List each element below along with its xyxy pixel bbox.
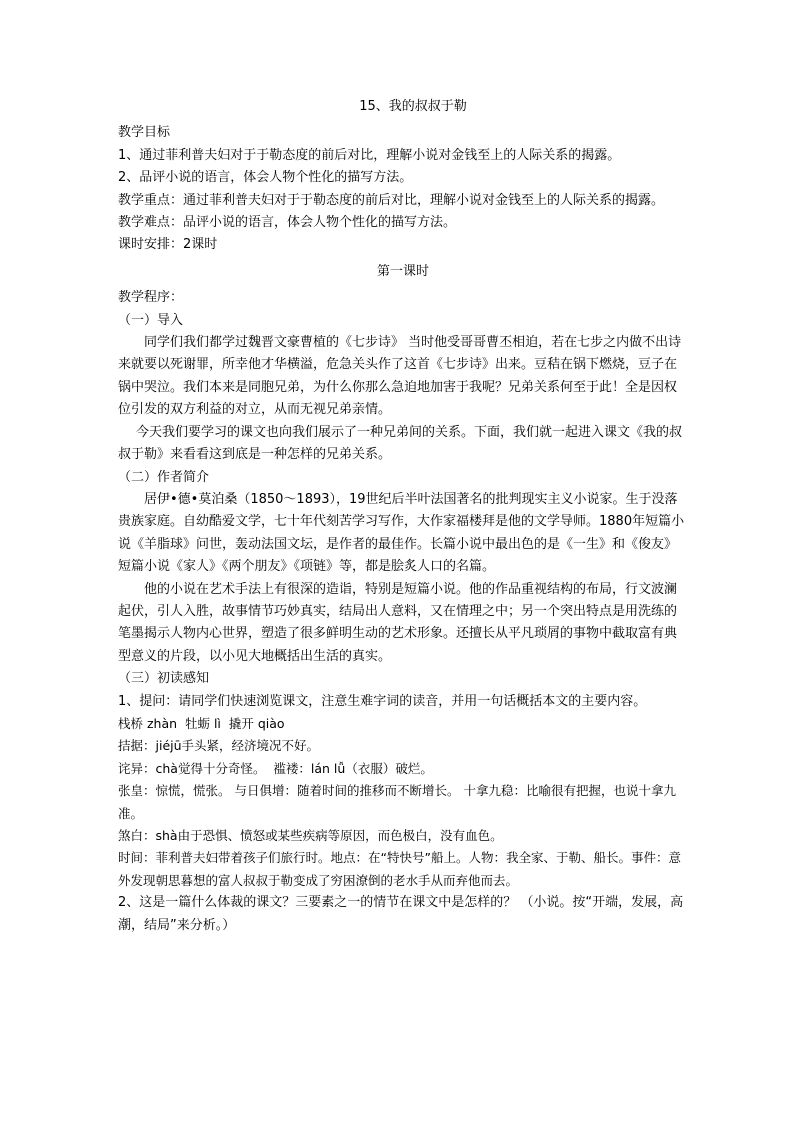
document-page xyxy=(118,96,688,937)
objective-2: 2、品评小说的语言，体会人物个性化的描写方法。 xyxy=(118,170,413,186)
vocab-line-4: 张皇：惊慌，慌张。 与日俱增：随着时间的推移而不断增长。 十拿九稳：比喻很有把握，也说十拿九准。 xyxy=(118,783,676,821)
vocab-line-5: 煞白：shà由于恐惧、愤怒或某些疾病等原因，而色极白，没有血色。 xyxy=(118,828,503,843)
intro-paragraph-1: 同学们我们都学过魏晋文豪曹植的《七步诗》 当时他受哥哥曹丕相迫，若在七步之内做不出诗来就要以死谢罪，所幸他才华横溢，危急关头作了这首《七步诗》出来。豆秸在锅下燃烧，豆子在锅中哭泣。我们本来是同胞兄弟，为什么你那么急迫地加害于我呢？兄弟关系何至于此！全是因权位引发的双方利益的对立，从而无视兄弟亲情。 xyxy=(118,335,682,418)
difficult-point: 教学难点：品评小说的语言，体会人物个性化的描写方法。 xyxy=(118,215,457,231)
author-paragraph-2: 他的小说在艺术手法上有很深的造诣，特别是短篇小说。他的作品重视结构的布局，行文波澜起伏，引人入胜，故事情节巧妙真实，结局出人意料，又在情理之中；另一个突出特点是用洗练的笔墨揭示人物内心世界，塑造了很多鲜明生动的艺术形象。还擅长从平凡琐屑的事物中截取富有典型意义的片段，以小见大地概括出生活的真实。 xyxy=(118,581,678,664)
vocab-line-1: 栈桥 zhàn 牡蛎 lì 撬开 qiào xyxy=(118,715,285,731)
question-2: 2、这是一篇什么体裁的课文？三要素之一的情节在课文中是怎样的？ （小说。按“开端，发展，高潮，结局”来分析。） xyxy=(118,895,684,933)
section-author-heading: （二）作者简介 xyxy=(118,469,210,485)
summary-paragraph: 时间：菲利普夫妇带着孩子们旅行时。地点：在“特快号”船上。人物：我全家、于勒、船长。事件：意外发现朝思暮想的富人叔叔于勒变成了穷困潦倒的老水手从而弃他而去。 xyxy=(118,850,681,888)
vocab-line-3: 诧异：chà觉得十分奇怪。 褴褛：lán lǚ（衣服）破烂。 xyxy=(118,760,433,776)
intro-paragraph-2: 今天我们要学习的课文也向我们展示了一种兄弟间的关系。下面，我们就一起进入课文《我的叔叔于勒》来看看这到底是一种怎样的兄弟关系。 xyxy=(118,424,683,463)
schedule: 课时安排：2课时 xyxy=(118,237,218,253)
objectives-heading: 教学目标 xyxy=(118,125,171,141)
lesson-heading: 第一课时 xyxy=(376,263,429,279)
question-1: 1、提问：请同学们快速浏览课文，注意生难字词的读音，并用一句话概括本文的主要内容。 xyxy=(118,693,647,709)
document-title: 15、我的叔叔于勒 xyxy=(359,99,467,114)
vocab-line-2: 拮据：jiéjū手头紧，经济境况不好。 xyxy=(118,738,320,754)
section-reading-heading: （三）初读感知 xyxy=(118,671,210,687)
author-paragraph-1: 居伊•德•莫泊桑（1850～1893），19世纪后半叶法国著名的批判现实主义小说家。生于没落贵族家庭。自幼酷爱文学，七十年代刻苦学习写作，大作家福楼拜是他的文学导师。1880年短篇小说《羊脂球》问世，轰动法国文坛，是作者的最佳作。长篇小说中最出色的是《一生》和《俊友》 短篇小说《家人》《两个朋友》《项链》等，都是脍炙人口的名篇。 xyxy=(118,491,685,575)
objective-1: 1、通过菲利普夫妇对于于勒态度的前后对比，理解小说对金钱至上的人际关系的揭露。 xyxy=(118,147,621,163)
key-point: 教学重点：通过菲利普夫妇对于于勒态度的前后对比，理解小说对金钱至上的人际关系的揭露。 xyxy=(118,192,665,208)
procedure-heading: 教学程序： xyxy=(118,290,184,306)
section-intro-heading: （一）导入 xyxy=(118,312,184,328)
